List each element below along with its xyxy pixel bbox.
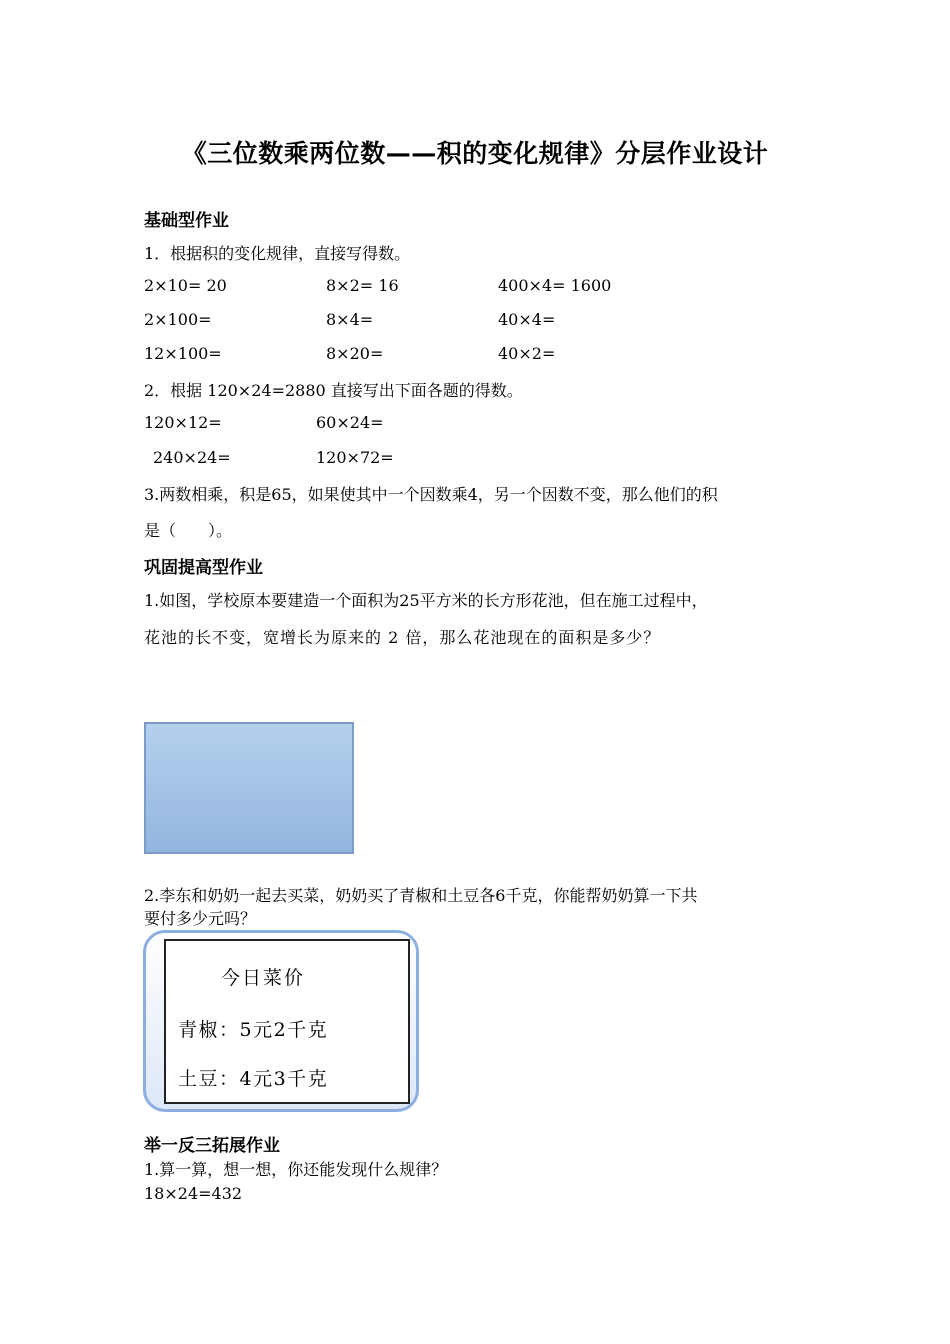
- section-heading-improve: 巩固提高型作业: [144, 558, 263, 578]
- question-extend-1: 1.算一算，想一想，你还能发现什么规律？: [144, 1160, 448, 1179]
- calc-item: 2×100=: [144, 310, 212, 329]
- calc-item: 120×12=: [144, 413, 222, 432]
- calc-item: 60×24=: [316, 413, 384, 432]
- question-basic-1: 1．根据积的变化规律，直接写得数。: [144, 244, 411, 263]
- question-basic-3-line1: 3.两数相乘，积是65，如果使其中一个因数乘4，另一个因数不变，那么他们的积: [144, 485, 718, 504]
- question-improve-2-line1: 2.李东和奶奶一起去买菜，奶奶买了青椒和土豆各6千克，你能帮奶奶算一下共: [144, 886, 698, 905]
- calc-item: 18×24=432: [144, 1184, 243, 1203]
- question-improve-1-line1: 1.如图，学校原本要建造一个面积为25平方米的长方形花池，但在施工过程中，: [144, 591, 708, 610]
- question-basic-3-line2: 是（ ）。: [144, 521, 233, 540]
- price-row-potato: 土豆：4元3千克: [178, 1068, 329, 1090]
- calc-item: 240×24=: [153, 448, 231, 467]
- calc-item: 40×2=: [498, 344, 556, 363]
- question-improve-1-line2: 花池的长不变，宽增长为原来的 2 倍，那么花池现在的面积是多少？: [144, 628, 661, 647]
- calc-item: 40×4=: [498, 310, 556, 329]
- question-basic-2: 2．根据 120×24=2880 直接写出下面各题的得数。: [144, 381, 523, 400]
- calc-item: 2×10= 20: [144, 276, 227, 295]
- price-board-title: 今日菜价: [221, 967, 306, 989]
- price-board: [143, 930, 419, 1112]
- calc-item: 120×72=: [316, 448, 394, 467]
- flowerbed-rectangle-figure: [144, 722, 354, 854]
- price-row-pepper: 青椒：5元2千克: [178, 1019, 329, 1041]
- calc-item: 12×100=: [144, 344, 222, 363]
- calc-item: 8×4=: [326, 310, 374, 329]
- question-improve-2-line2: 要付多少元吗？: [144, 909, 257, 928]
- calc-item: 8×20=: [326, 344, 384, 363]
- calc-item: 400×4= 1600: [498, 276, 612, 295]
- price-board-panel: [164, 939, 410, 1104]
- calc-item: 8×2= 16: [326, 276, 399, 295]
- section-heading-extend: 举一反三拓展作业: [144, 1136, 280, 1156]
- section-heading-basic: 基础型作业: [144, 211, 229, 231]
- page-title: 《三位数乘两位数——积的变化规律》分层作业设计: [181, 139, 769, 168]
